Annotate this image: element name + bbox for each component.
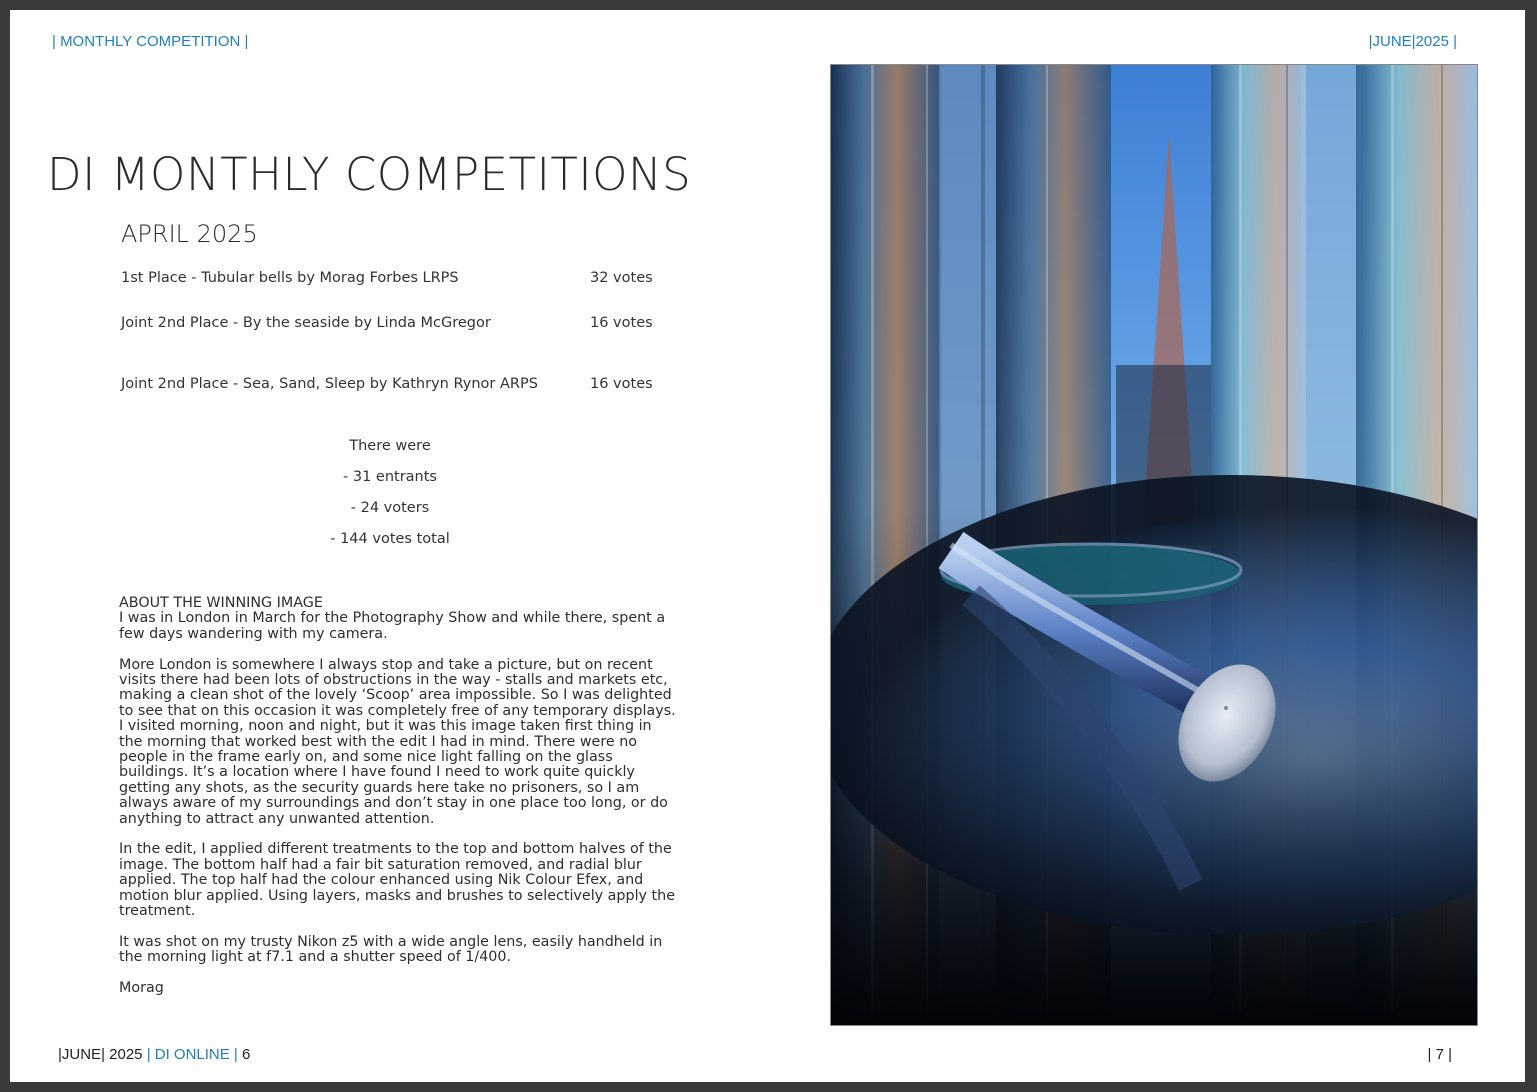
stats-votes-total: - 144 votes total <box>330 531 450 547</box>
result-entry: Joint 2nd Place - Sea, Sand, Sleep by Kathryn Rynor ARPS <box>121 376 538 392</box>
footer-year: 2025 <box>104 1046 147 1063</box>
winning-photo <box>830 64 1478 1026</box>
footer-publication: | DI ONLINE | <box>146 1046 242 1063</box>
competition-month: APRIL 2025 <box>121 220 258 248</box>
article-signature: Morag <box>119 980 164 997</box>
issue-header: |JUNE|2025 | <box>1368 33 1457 50</box>
page-number-left: 6 <box>242 1046 251 1063</box>
winning-photo-illustration <box>831 65 1477 1025</box>
article-paragraph: In the edit, I applied different treatments to the top and bottom halves of the image. The bottom half had a fair bit saturation removed, and radial blur applied. The top half had the colour enhanced using Nik Colour Efex, and motion blur applied. Using layers, masks and brushes to selectively apply the treatment. <box>119 841 676 920</box>
article-paragraph: More London is somewhere I always stop and take a picture, but on recent visits there had been lots of obstructions in the way - stalls and markets etc, making a clean shot of the lovely ‘Scoop’ area impossible. So I was delighted to see that on this occasion it was completely free of any temporary displays. I visited morning, noon and night, but it was this image taken first thing in the morning that worked best with the edit I had in mind. There were no people in the frame early on, and some nice light falling on the glass buildings. It’s a location where I have found I need to work quite quickly getting any shots, as the security guards here take no prisoners, so I am always aware of my surroundings and don’t stay in one place too long, or do anything to attract any unwanted attention. <box>119 656 676 827</box>
article-paragraph: It was shot on my trusty Nikon z5 with a wide angle lens, easily handheld in the morning light at f7.1 and a shutter speed of 1/400. <box>119 933 663 966</box>
result-entry: Joint 2nd Place - By the seaside by Linda McGregor <box>121 315 491 331</box>
result-votes: 32 votes <box>590 270 653 286</box>
magazine-spread <box>10 10 1525 1082</box>
footer-month: |JUNE| <box>58 1046 105 1063</box>
article-paragraph: I was in London in March for the Photography Show and while there, spent a few days wandering with my camera. <box>119 610 666 642</box>
page-title: DI MONTHLY COMPETITIONS <box>47 148 692 201</box>
result-votes: 16 votes <box>590 315 653 331</box>
winning-image-article <box>119 596 679 1012</box>
page-number-right: | 7 | <box>1427 1046 1452 1063</box>
stats-entrants: - 31 entrants <box>343 469 437 485</box>
footer-issue <box>58 1046 250 1063</box>
result-entry: 1st Place - Tubular bells by Morag Forbes LRPS <box>121 270 459 286</box>
article-heading: ABOUT THE WINNING IMAGE <box>119 595 323 611</box>
competition-stats <box>240 437 540 561</box>
stats-intro: There were <box>349 438 431 454</box>
result-votes: 16 votes <box>590 376 653 392</box>
stats-voters: - 24 voters <box>350 500 430 516</box>
section-header: | MONTHLY COMPETITION | <box>52 33 249 50</box>
